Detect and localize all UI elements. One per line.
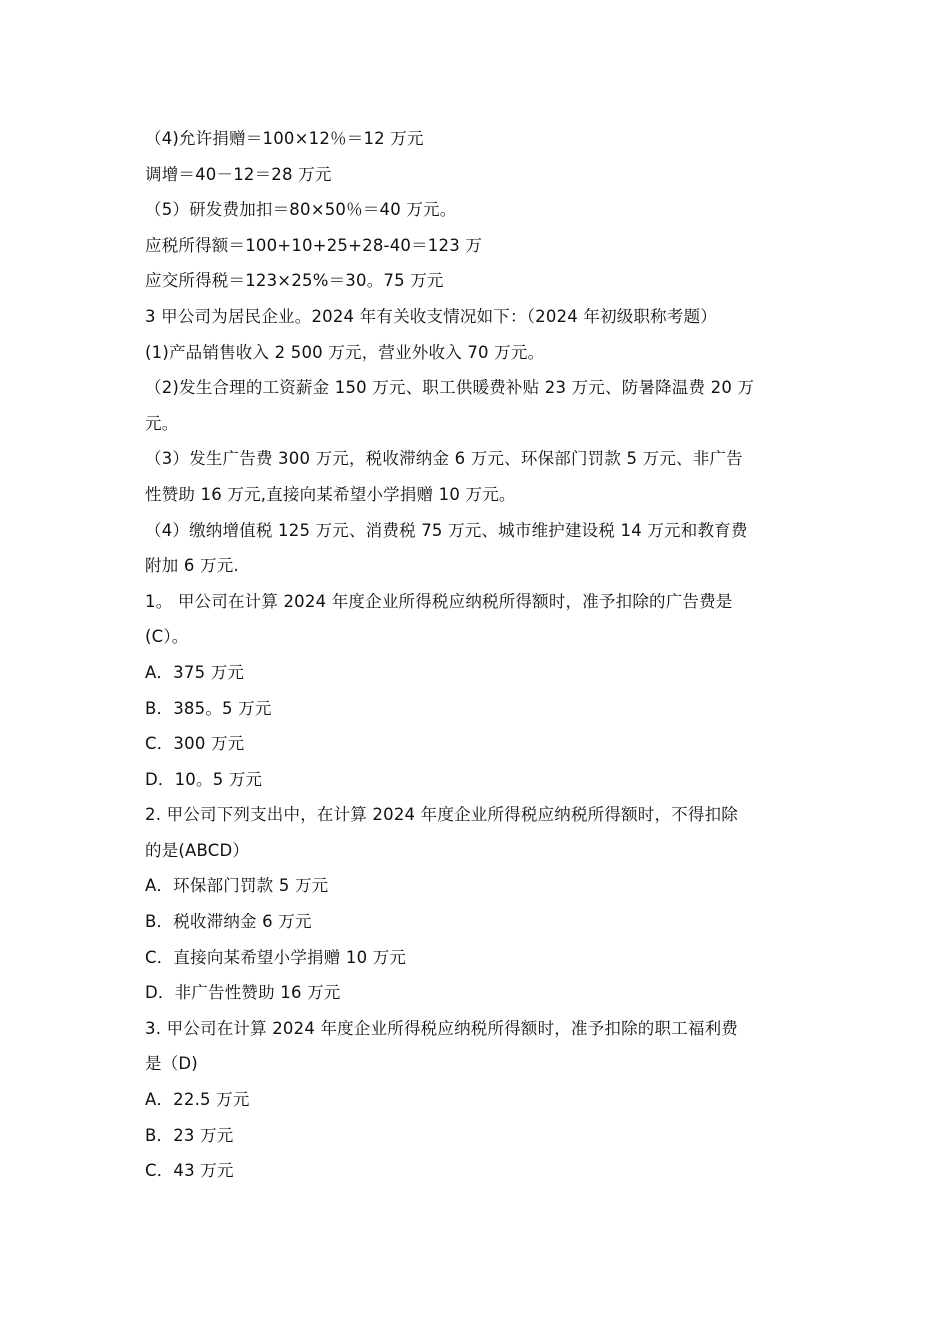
- text-line: （3）发生广告费 300 万元，税收滞纳金 6 万元、环保部门罚款 5 万元、非广告: [145, 449, 743, 469]
- question-stem: 3. 甲公司在计算 2024 年度企业所得税应纳税所得额时，准予扣除的职工福利费: [145, 1018, 738, 1038]
- question-stem: 2. 甲公司下列支出中，在计算 2024 年度企业所得税应纳税所得额时，不得扣除: [145, 805, 738, 825]
- text-line: 调增＝40－12＝28 万元: [145, 164, 332, 184]
- text-line: 元。: [145, 413, 179, 433]
- document-body: [145, 121, 815, 1189]
- question-stem: 1。 甲公司在计算 2024 年度企业所得税应纳税所得额时，准予扣除的广告费是: [145, 591, 733, 611]
- question-intro: 3 甲公司为居民企业。2024 年有关收支情况如下：（2024 年初级职称考题）: [145, 306, 717, 326]
- question-stem: 是（D): [145, 1054, 198, 1074]
- text-line: 应交所得税＝123×25%＝30。75 万元: [145, 271, 444, 291]
- answer-option: C．300 万元: [145, 734, 245, 754]
- question-stem: (C）。: [145, 627, 189, 647]
- answer-option: B．385。5 万元: [145, 698, 272, 718]
- question-stem: 的是(ABCD）: [145, 840, 250, 860]
- answer-option: C．43 万元: [145, 1161, 234, 1181]
- text-line: （5）研发费加扣＝80×50％＝40 万元。: [145, 200, 457, 220]
- text-line: 应税所得额＝100+10+25+28-40＝123 万: [145, 235, 483, 255]
- answer-option: C．直接向某希望小学捐赠 10 万元: [145, 947, 407, 967]
- text-line: 附加 6 万元.: [145, 556, 239, 576]
- text-line: 性赞助 16 万元,直接向某希望小学捐赠 10 万元。: [145, 484, 516, 504]
- answer-option: A．22.5 万元: [145, 1090, 250, 1110]
- answer-option: D．10。5 万元: [145, 769, 263, 789]
- answer-option: A．环保部门罚款 5 万元: [145, 876, 329, 896]
- text-line: （4）缴纳增值税 125 万元、消费税 75 万元、城市维护建设税 14 万元和教育费: [145, 520, 748, 540]
- text-line: (1)产品销售收入 2 500 万元，营业外收入 70 万元。: [145, 342, 545, 362]
- answer-option: B．23 万元: [145, 1125, 234, 1145]
- answer-option: A．375 万元: [145, 662, 245, 682]
- text-line: （2)发生合理的工资薪金 150 万元、职工供暖费补贴 23 万元、防暑降温费 20 万: [145, 378, 755, 398]
- text-line: （4)允许捐赠＝100×12％＝12 万元: [145, 129, 424, 148]
- answer-option: D．非广告性赞助 16 万元: [145, 983, 341, 1003]
- answer-option: B．税收滞纳金 6 万元: [145, 912, 312, 932]
